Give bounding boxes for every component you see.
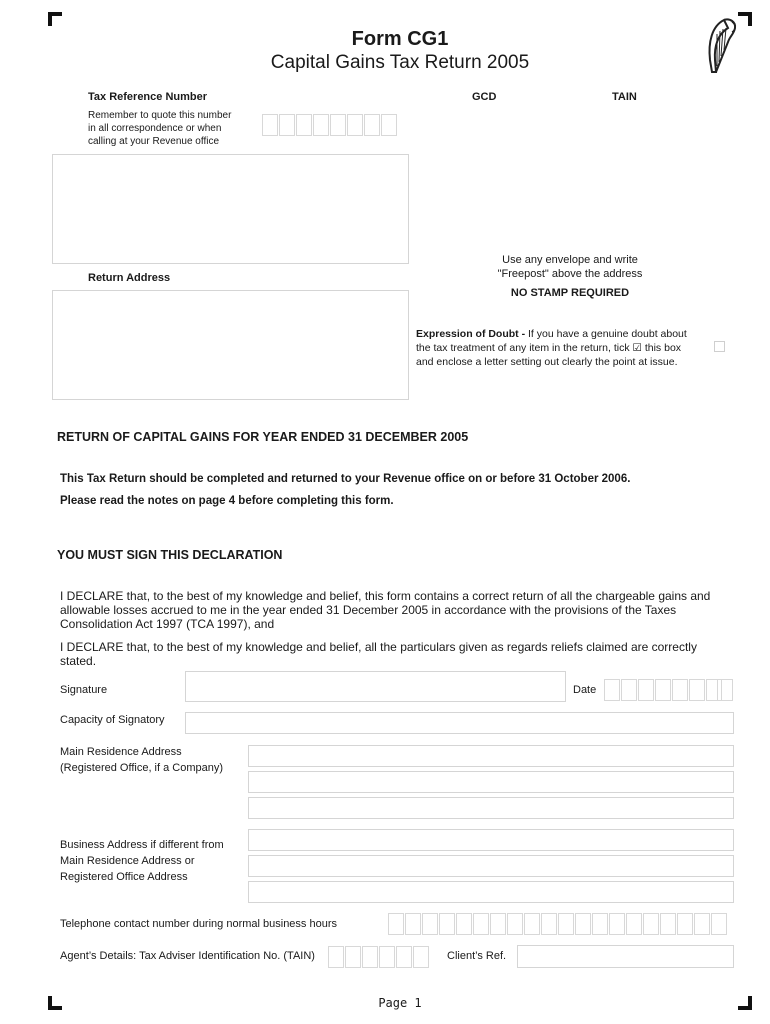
capacity-field[interactable]	[185, 712, 734, 734]
read-notes-text: Please read the notes on page 4 before completing this form.	[60, 495, 394, 507]
tax-ref-note-2: in all correspondence or when	[88, 123, 222, 134]
tain-label: TAIN	[612, 91, 637, 103]
client-ref-field[interactable]	[517, 945, 734, 968]
declaration-p2-line-1: I DECLARE that, to the best of my knowledge and belief, all the particulars given as regards reliefs claimed are correctly	[60, 640, 697, 654]
declaration-paragraph-1	[60, 589, 750, 631]
gcd-label: GCD	[472, 91, 497, 103]
taxpayer-address-box[interactable]	[52, 154, 409, 264]
client-ref-label: Client’s Ref.	[447, 950, 507, 962]
crop-mark-top-left	[48, 12, 62, 26]
envelope-note	[470, 253, 670, 281]
filing-deadline-text: This Tax Return should be completed and returned to your Revenue office on or before 31 October 2006.	[60, 473, 631, 485]
business-address-line-3[interactable]	[248, 881, 734, 903]
main-residence-line-1[interactable]	[248, 745, 734, 767]
doubt-checkbox[interactable]	[714, 341, 725, 352]
main-residence-line-3[interactable]	[248, 797, 734, 819]
return-address-box	[52, 290, 409, 400]
signature-field[interactable]	[185, 671, 566, 702]
date-label: Date	[573, 684, 597, 696]
telephone-label: Telephone contact number during normal business hours	[60, 918, 337, 930]
main-residence-label-line-1: Main Residence Address	[60, 746, 182, 758]
main-residence-label-line-2: (Registered Office, if a Company)	[60, 762, 224, 774]
tax-ref-note-3: calling at your Revenue office	[88, 136, 220, 147]
return-address-label: Return Address	[88, 272, 171, 284]
declaration-p1-line-3: Consolidation Act 1997 (TCA 1997), and	[60, 617, 275, 631]
business-address-line-2[interactable]	[248, 855, 734, 877]
doubt-text-2: the tax treatment of any item in the return, tick ☑ this box	[416, 342, 682, 354]
doubt-title: Expression of Doubt -	[416, 328, 526, 340]
agent-tain-label: Agent’s Details: Tax Adviser Identification No. (TAIN)	[60, 950, 315, 962]
declaration-p1-line-2: allowable losses accrued to me in the year ended 31 December 2005 in accordance with the provisions of the Taxes	[60, 603, 677, 617]
capacity-label: Capacity of Signatory	[60, 714, 165, 726]
doubt-text-3: and enclose a letter setting out clearly the point at issue.	[416, 356, 678, 368]
declaration-p1-line-1: I DECLARE that, to the best of my knowledge and belief, this form contains a correct return of all the chargeable gains and	[60, 589, 711, 603]
business-address-label-line-3: Registered Office Address	[60, 871, 188, 883]
declaration-heading: YOU MUST SIGN THIS DECLARATION	[57, 548, 283, 562]
return-heading: RETURN OF CAPITAL GAINS FOR YEAR ENDED 31 DECEMBER 2005	[57, 430, 469, 444]
declaration-paragraph-2	[60, 640, 750, 668]
tax-ref-label: Tax Reference Number	[88, 91, 208, 103]
expression-of-doubt	[416, 327, 716, 369]
form-subtitle: Capital Gains Tax Return 2005	[270, 52, 530, 73]
form-title: Form CG1	[351, 28, 449, 50]
business-address-label	[60, 837, 224, 885]
envelope-note-line-1: Use any envelope and write	[502, 254, 638, 266]
business-address-line-1[interactable]	[248, 829, 734, 851]
signature-label: Signature	[60, 684, 108, 696]
business-address-label-line-2: Main Residence Address or	[60, 855, 195, 867]
tax-ref-note-1: Remember to quote this number	[88, 110, 232, 121]
main-residence-line-2[interactable]	[248, 771, 734, 793]
envelope-note-line-2: "Freepost" above the address	[497, 268, 643, 280]
no-stamp-required: NO STAMP REQUIRED	[510, 287, 630, 299]
declaration-p2-line-2: stated.	[60, 654, 97, 668]
harp-icon	[702, 16, 742, 76]
main-residence-label	[60, 744, 223, 776]
page-number: Page 1	[378, 996, 422, 1010]
doubt-text-1: If you have a genuine doubt about	[525, 328, 687, 340]
business-address-label-line-1: Business Address if different from	[60, 839, 224, 851]
